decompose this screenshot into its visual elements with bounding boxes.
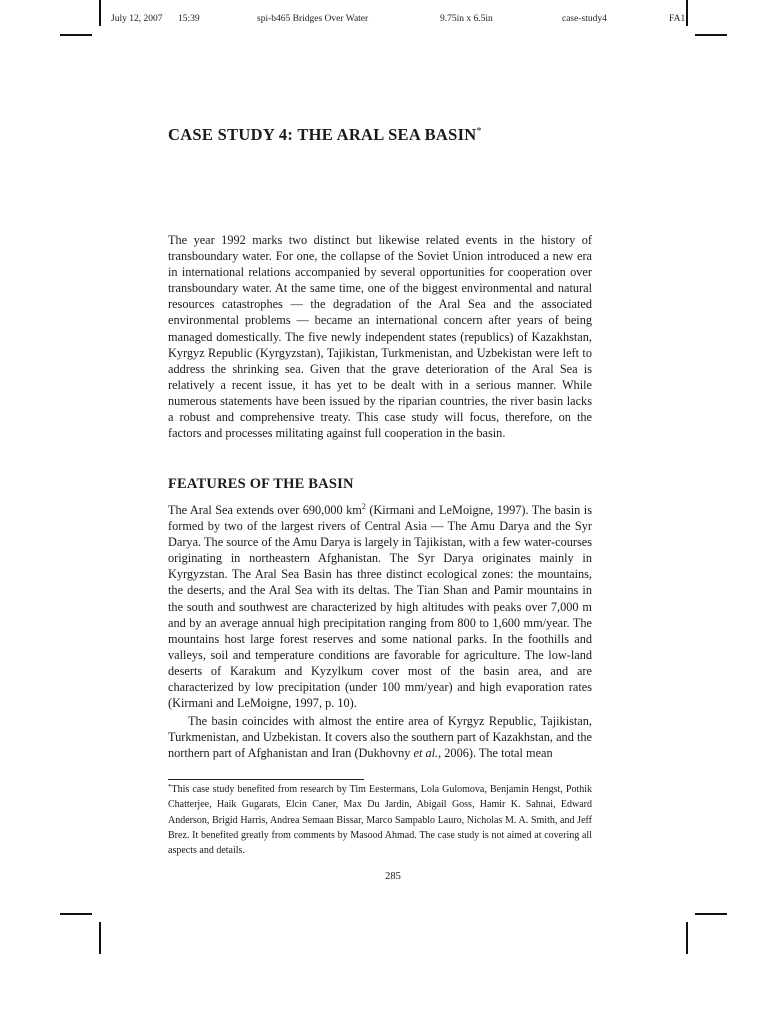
slug-date: July 12, 2007 [111,14,163,24]
body-paragraph-2-italic: et al. [413,746,439,761]
footnote-mark: * [168,783,172,791]
body-paragraph-2-rest: , 2006). The total mean [438,746,553,761]
body-paragraph-1-rest: (Kirmani and LeMoigne, 1997). The basin is formed by two of the largest rivers of Central Asia — The Amu Darya and the Syr Darya. The source of the Amu Darya is largely in Tajikistan, with a few water-courses originating in northeastern Afghanistan. The Syr Darya originates mainly in Kyrgyzstan. The Aral Sea Basin has three distinct ecological zones: the mountains, the deserts, and the Aral Sea with its deltas. The Tian Shan and Pamir mountains in the south and southwest are characterized by high altitudes with peaks over 7,000 m and by an average annual high precipitation ranging from 800 to 1,600 mm/year. The mountains host large forest reserves and some national parks. In the foothills and valleys, soil and temperature conditions are favorable for agriculture. The low-land deserts of Karakum and Kyzylkum cover most of the basin area, and are characterized by low precipitation (under 100 mm/year) and high evaporation rates (Kirmani and LeMoigne, 1997, p. 10). [168,503,592,711]
page-number: 285 [385,871,401,882]
section-heading: FEATURES OF THE BASIN [168,476,354,492]
footnote-rule [168,779,364,780]
slug-file: case-study4 [562,14,607,24]
footnote [168,782,592,858]
intro-paragraph: The year 1992 marks two distinct but likewise related events in the history of transboundary water. For one, the collapse of the Soviet Union introduced a new era in international relations accompanied by several opportunities for cooperation over transboundary water. At the same time, one of the biggest environmental and natural resources catastrophes — the degradation of the Aral Sea and the associated environmental problems — became an international concern after years of being managed domestically. The five newly independent states (republics) of Kazakhstan, Kyrgyz Republic (Kyrgyzstan), Tajikistan, Turkmenistan, and Uzbekistan were left to address the shrinking sea. Given that the grave deterioration of the Aral Sea is relatively a recent issue, it has yet to be dealt with in a serious manner. While numerous statements have been issued by the riparian countries, the river basin lacks a robust and comprehensive treaty. This case study will focus, therefore, on the factors and processes militating against full cooperation in the basin. [168,233,592,441]
crop-mark-bottom-right-horizontal [695,913,727,915]
slug-time: 15:39 [178,14,200,24]
slug-job: spi-b465 Bridges Over Water [257,14,369,24]
superscript-two: 2 [361,502,366,511]
footnote-text: This case study benefited from research by Tim Eestermans, Lola Gulomova, Benjamin Hengst, Pothik Chatterjee, Haik Gugarats, Elcin Caner, Max Du Jardin, Abigail Goss, Hamir K. Sahnai, Edward Anderson, Brigid Harris, Andrea Semaan Bissar, Marco Sampablo Lauro, Nicholas M. A. Smith, and Jeff Brez. It benefited greatly from comments by Masood Ahmad. The case study is not aimed at covering all aspects and details. [168,784,592,857]
body-paragraph-1-lead: The Aral Sea extends over 690,000 km [168,503,362,517]
slug-trim: 9.75in x 6.5in [440,14,493,24]
print-slug-line [0,14,768,28]
chapter-title [168,125,628,145]
chapter-title-footnote-mark: * [476,126,482,137]
body-paragraph-2-lead: The basin coincides with almost the entire area of Kyrgyz Republic, Tajikistan, Turkmenistan, and Uzbekistan. It covers also the southern part of Kazakhstan, and the northern part of Afghanistan and Iran (Dukhovny [168,714,592,761]
crop-mark-bottom-right-vertical [686,922,688,954]
body-paragraph-1 [168,502,592,711]
body-paragraph-2 [168,713,592,761]
crop-mark-bottom-left-horizontal [60,913,92,915]
chapter-title-text: CASE STUDY 4: THE ARAL SEA BASIN [168,125,477,144]
crop-mark-top-right-horizontal [695,34,727,36]
slug-code: FA1 [669,14,686,24]
crop-mark-top-left-horizontal [60,34,92,36]
crop-mark-bottom-left-vertical [99,922,101,954]
